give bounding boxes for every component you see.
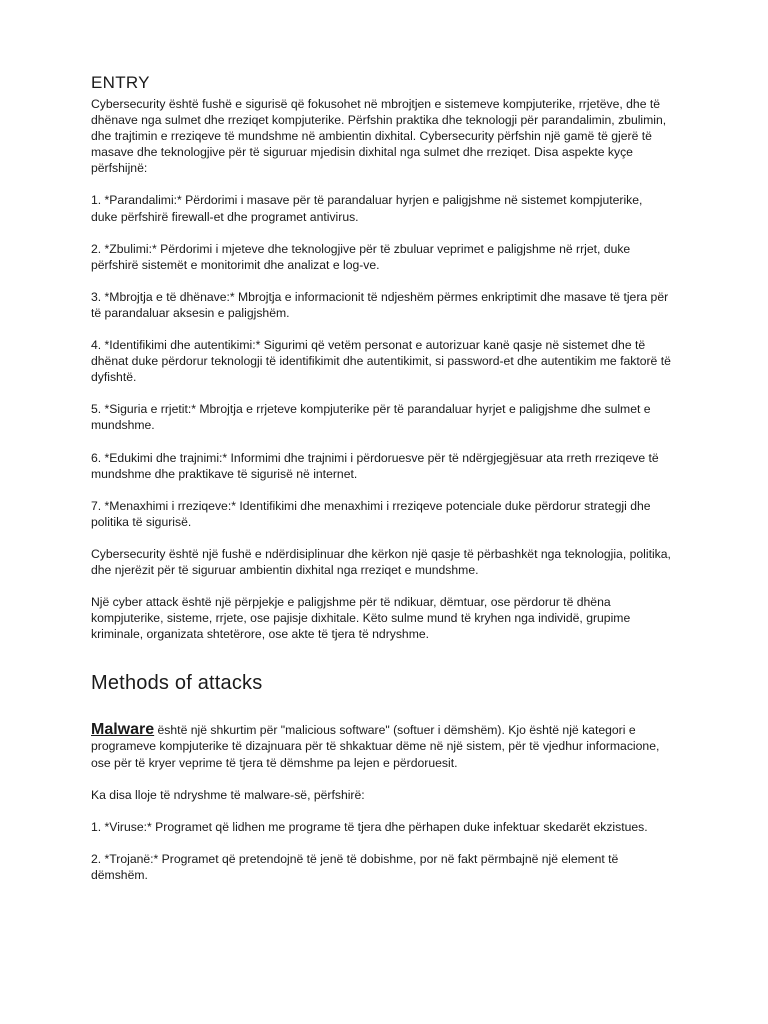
malware-description: është një shkurtim për "malicious software" (softuer i dëmshëm). Kjo është një kategori e programeve kompjuterike të dizajnuara për të shkaktuar dëme në një sistem, për të vjedhur informacione, ose për të kryer veprime të tjera të dëmshme pa lejen e përdoruesit. <box>91 723 660 770</box>
malware-type-item: 2. *Trojanë:* Programet që pretendojnë të jenë të dobishme, por në fakt përmbajnë një element të dëmshëm. <box>91 851 619 882</box>
aspect-item: 2. *Zbulimi:* Përdorimi i mjeteve dhe teknologjive për të zbuluar veprimet e paligjshme në rrjet, duke përfshirë sistemët e monitorimit dhe analizat e log-ve. <box>91 241 631 272</box>
entry-heading: ENTRY <box>91 73 150 92</box>
malware-term: Malware <box>91 721 155 739</box>
cyber-attack-paragraph: Një cyber attack është një përpjekje e paligjshme për të ndikuar, dëmtuar, ose përdorur të dhëna kompjuterike, sisteme, rrjete, ose pajisje dixhitale. Këto sulme mund të kryhen nga individë, grupime kriminale, organizata shtetërore, ose akte të tjera të ndryshme. <box>91 595 631 642</box>
aspect-item: 7. *Menaxhimi i rreziqeve:* Identifikimi dhe menaxhimi i rreziqeve potenciale duke përdorur strategji dhe politika të sigurisë. <box>91 498 651 529</box>
aspect-item: 6. *Edukimi dhe trajnimi:* Informimi dhe trajnimi i përdoruesve për të ndërgjegjësuar ata rreth rreziqeve të mundshme dhe praktikave të sigurisë në internet. <box>91 450 659 481</box>
document-body <box>91 72 671 899</box>
methods-heading: Methods of attacks <box>91 672 263 695</box>
summary-paragraph: Cybersecurity është një fushë e ndërdisiplinuar dhe kërkon një qasje të përbashkët nga teknologjia, politika, dhe njerëzit për të siguruar ambientin dixhital nga rreziqet e mundshme. <box>91 546 671 577</box>
malware-types-intro: Ka disa lloje të ndryshme të malware-së, përfshirë: <box>91 787 365 802</box>
aspects-list <box>91 192 671 529</box>
aspect-item: 4. *Identifikimi dhe autentikimi:* Sigurimi që vetëm personat e autorizuar kanë qasje në sistemet dhe të dhënat duke përdorur teknologji të identifikimit dhe autentikimit, si password-et dhe autentikim me faktorë të dyfishtë. <box>91 338 671 385</box>
malware-types-list <box>91 819 671 883</box>
malware-type-item: 1. *Viruse:* Programet që lidhen me programe të tjera dhe përhapen duke infektuar skedarët ekzistues. <box>91 819 648 834</box>
aspect-item: 1. *Parandalimi:* Përdorimi i masave për të parandaluar hyrjen e paligjshme në sistemet kompjuterike, duke përfshirë firewall-et dhe programet antivirus. <box>91 193 643 224</box>
malware-paragraph <box>91 722 671 770</box>
aspect-item: 3. *Mbrojtja e të dhënave:* Mbrojtja e informacionit të ndjeshëm përmes enkriptimit dhe masave të tjera për të parandaluar aksesin e paligjshëm. <box>91 289 669 320</box>
aspect-item: 5. *Siguria e rrjetit:* Mbrojtja e rrjeteve kompjuterike për të parandaluar hyrjet e paligjshme dhe sulmet e mundshme. <box>91 402 651 433</box>
intro-paragraph: Cybersecurity është fushë e sigurisë që fokusohet në mbrojtjen e sistemeve kompjuterike, rrjetëve, dhe të dhënave nga sulmet dhe rreziqet kompjuterike. Përfshin praktika dhe teknologji për parandalimin, zbulimin, dhe trajtimin e rreziqeve të mundshme në ambientin dixhital. Cybersecurity përfshin një gamë të gjerë të masave dhe teknologjive për të siguruar mjedisin dixhital nga sulmet dhe rreziqet. Disa aspekte kyçe përfshijnë: <box>91 97 667 176</box>
